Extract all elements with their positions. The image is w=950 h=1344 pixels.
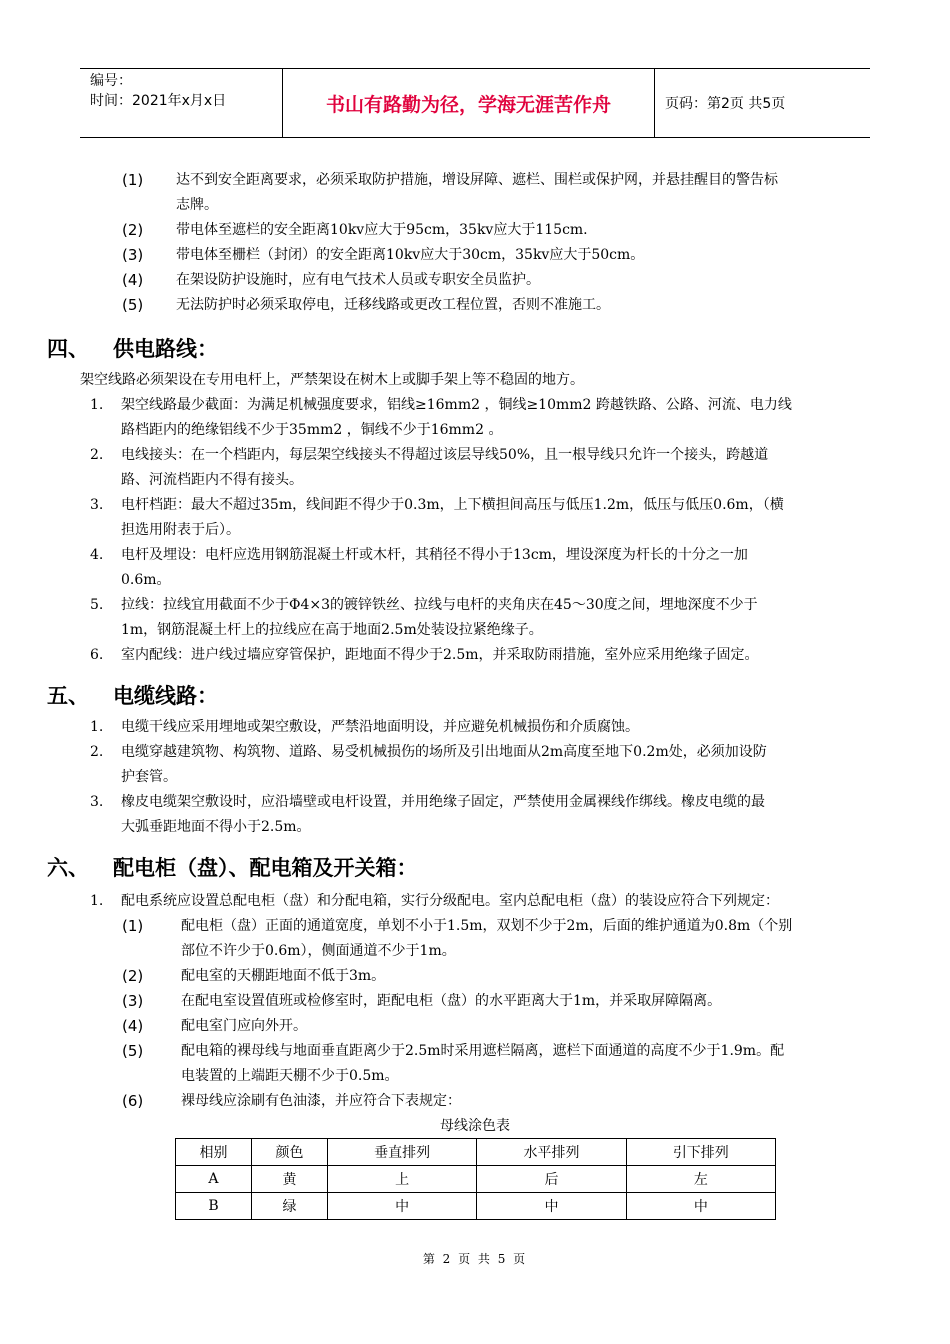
item-text-line: 志牌。 <box>176 197 218 213</box>
item-number: (4) <box>122 1017 144 1035</box>
table-cell: 上 <box>327 1166 476 1193</box>
item-number: 1. <box>90 397 104 413</box>
item-text-line: 部位不许少于0.6m），侧面通道不少于1m。 <box>181 943 456 959</box>
item-number: 2. <box>90 744 104 760</box>
item-number: 3. <box>90 794 104 810</box>
date-label: 时间：2021年x月x日 <box>90 93 227 109</box>
table-row <box>176 1166 776 1193</box>
item-text-line: 在配电室设置值班或检修室时，距配电柜（盘）的水平距离大于1m，并采取屏障隔离。 <box>181 993 722 1009</box>
item-text-line: 无法防护时必须采取停电，迁移线路或更改工程位置，否则不准施工。 <box>176 297 610 313</box>
section-title: 供电路线： <box>113 337 218 361</box>
item-text-line: 室内配线：进户线过墙应穿管保护，距地面不得少于2.5m，并采取防雨措施，室外应采用绝缘子固定。 <box>121 647 759 663</box>
section-number: 四、 <box>47 337 89 361</box>
item-text-line: 大弧垂距地面不得小于2.5m。 <box>121 819 311 835</box>
item-number: (2) <box>122 967 144 985</box>
table-cell: 中 <box>477 1193 626 1220</box>
item-number: (1) <box>122 171 144 189</box>
item-number: (5) <box>122 1042 144 1060</box>
item-text-line: 配电柜（盘）正面的通道宽度，单划不小于1.5m，双划不少于2m，后面的维护通道为0.8m（个别 <box>181 918 793 934</box>
item-number: 1. <box>90 893 104 909</box>
table-row <box>176 1193 776 1220</box>
item-text-line: 在架设防护设施时，应有电气技术人员或专职安全员监护。 <box>176 272 540 288</box>
motto: 书山有路勤为径，学海无涯苦作舟 <box>283 69 655 137</box>
item-text-line: 带电体至栅栏（封闭）的安全距离10kv应大于30cm，35kv应大于50cm。 <box>176 247 645 263</box>
item-number: 1. <box>90 719 104 735</box>
busbar-color-table <box>175 1138 776 1220</box>
item-number: 4. <box>90 547 104 563</box>
number-label: 编号： <box>90 73 132 89</box>
table-cell: 中 <box>626 1193 775 1220</box>
section-number: 六、 <box>47 856 89 880</box>
item-text-line: 0.6m。 <box>121 572 171 588</box>
table-cell: 绿 <box>251 1193 327 1220</box>
item-text-line: 配电室门应向外开。 <box>181 1018 307 1034</box>
page-label: 页码：第2页 共5页 <box>665 96 786 112</box>
item-text-line: 电杆档距：最大不超过35m，线间距不得少于0.3m，上下横担间高压与低压1.2m，低压与低压0.6m，（横 <box>121 497 784 513</box>
item-text-line: 电装置的上端距天棚不少于0.5m。 <box>181 1068 399 1084</box>
item-text-line: 担选用附表于后）。 <box>121 522 240 538</box>
item-text-line: 带电体至遮栏的安全距离10kv应大于95cm，35kv应大于115cm. <box>176 222 588 238</box>
page-footer: 第 2 页 共 5 页 <box>422 1252 528 1266</box>
item-number: (5) <box>122 296 144 314</box>
item-text-line: 配电箱的裸母线与地面垂直距离少于2.5m时采用遮栏隔离，遮栏下面通道的高度不少于1.9m。配 <box>181 1043 785 1059</box>
table-header-cell: 颜色 <box>251 1139 327 1166</box>
item-number: 6. <box>90 647 104 663</box>
item-text-line: 电杆及埋设：电杆应选用钢筋混凝土杆或木杆，其稍径不得小于13cm，埋设深度为杆长的十分之一加 <box>121 547 748 563</box>
table-header-cell: 垂直排列 <box>327 1139 476 1166</box>
header-meta <box>80 69 283 137</box>
section-title: 配电柜（盘）、配电箱及开关箱： <box>113 856 418 880</box>
table-header-row <box>176 1139 776 1166</box>
item-text-line: 橡皮电缆架空敷设时，应沿墙壁或电杆设置，并用绝缘子固定，严禁使用金属裸线作绑线。橡皮电缆的最 <box>121 794 765 810</box>
item-text-line: 路档距内的绝缘铝线不少于35mm2 ，铜线不少于16mm2 。 <box>121 422 503 438</box>
section-title: 电缆线路： <box>113 684 218 708</box>
section-number: 五、 <box>47 684 89 708</box>
table-header-cell: 水平排列 <box>477 1139 626 1166</box>
table-cell: B <box>176 1193 252 1220</box>
item-number: (1) <box>122 917 144 935</box>
table-cell: 黄 <box>251 1166 327 1193</box>
item-text-line: 配电室的天棚距地面不低于3m。 <box>181 968 386 984</box>
table-header-cell: 相别 <box>176 1139 252 1166</box>
item-text-line: 配电系统应设置总配电柜（盘）和分配电箱，实行分级配电。室内总配电柜（盘）的装设应符合下列规定： <box>121 893 779 909</box>
item-number: (4) <box>122 271 144 289</box>
item-text-line: 拉线：拉线宜用截面不少于Φ4×3的镀锌铁丝、拉线与电杆的夹角庆在45～30度之间，埋地深度不少于 <box>121 597 758 613</box>
item-text-line: 电缆干线应采用埋地或架空敷设，严禁沿地面明设，并应避免机械损伤和介质腐蚀。 <box>121 719 639 735</box>
item-number: (3) <box>122 246 144 264</box>
item-text-line: 裸母线应涂刷有色油漆，并应符合下表规定： <box>181 1093 461 1109</box>
page-header <box>80 68 870 138</box>
item-text-line: 电线接头：在一个档距内，每层架空线接头不得超过该层导线50%，且一根导线只允许一个接头，跨越道 <box>121 447 769 463</box>
item-number: (3) <box>122 992 144 1010</box>
item-text-line: 达不到安全距离要求，必须采取防护措施，增设屏障、遮栏、围栏或保护网，并悬挂醒目的警告标 <box>176 172 778 188</box>
table-cell: 后 <box>477 1166 626 1193</box>
item-text-line: 电缆穿越建筑物、构筑物、道路、易受机械损伤的场所及引出地面从2m高度至地下0.2m处，必须加设防 <box>121 744 767 760</box>
table-cell: 中 <box>327 1193 476 1220</box>
table-caption: 母线涂色表 <box>440 1118 510 1134</box>
table-cell: 左 <box>626 1166 775 1193</box>
item-text-line: 1m，钢筋混凝土杆上的拉线应在高于地面2.5m处装设拉紧绝缘子。 <box>121 622 543 638</box>
item-number: (6) <box>122 1092 144 1110</box>
item-text-line: 架空线路最少截面：为满足机械强度要求，铝线≥16mm2 ，铜线≥10mm2 跨越铁路、公路、河流、电力线 <box>121 397 792 413</box>
item-text-line: 路、河流档距内不得有接头。 <box>121 472 303 488</box>
item-number: 5. <box>90 597 104 613</box>
table-header-cell: 引下排列 <box>626 1139 775 1166</box>
item-number: 2. <box>90 447 104 463</box>
item-text-line: 护套管。 <box>121 769 177 785</box>
item-number: (2) <box>122 221 144 239</box>
table-cell: A <box>176 1166 252 1193</box>
item-number: 3. <box>90 497 104 513</box>
section-4-intro: 架空线路必须架设在专用电杆上，严禁架设在树木上或脚手架上等不稳固的地方。 <box>80 372 584 388</box>
